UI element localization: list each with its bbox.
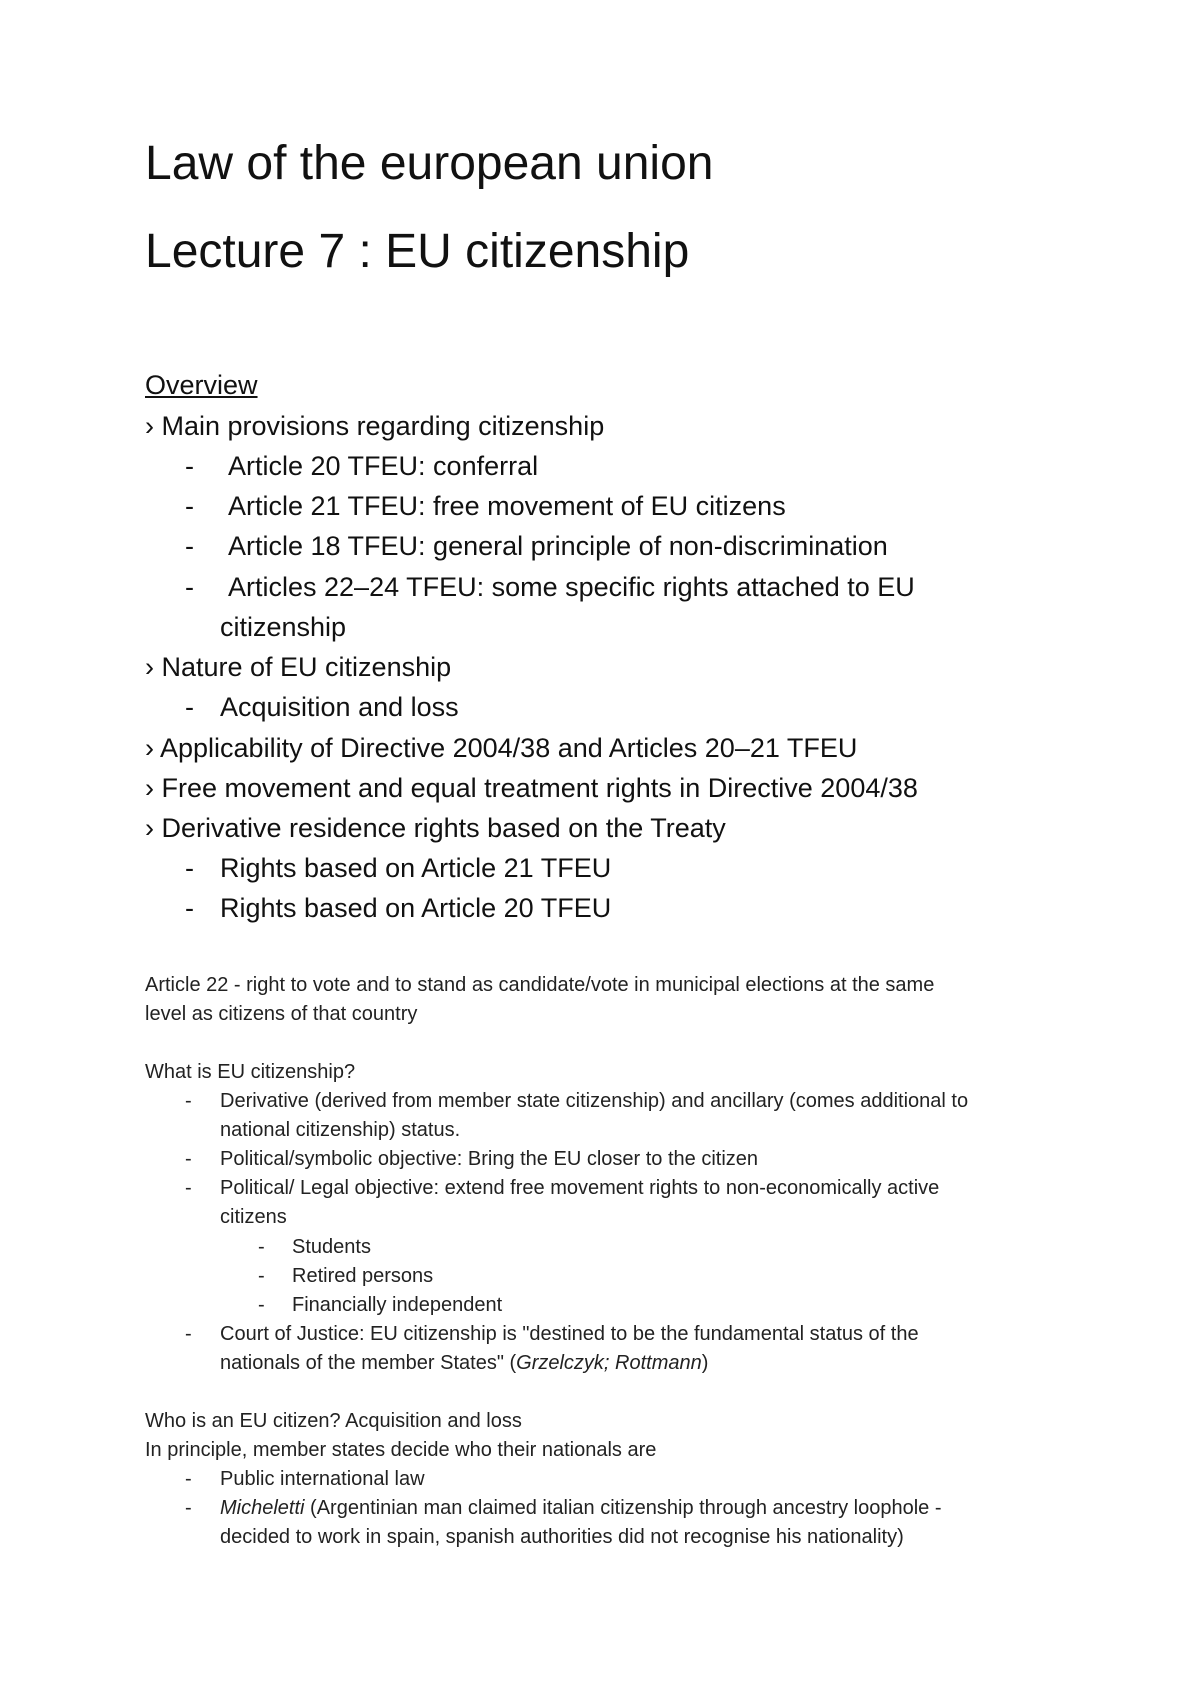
bullet-dash: - [185,572,194,602]
what-item: Political/ Legal objective: extend free movement rights to non-economically active [220,1177,940,1199]
what-subitem: Financially independent [292,1294,503,1316]
article22-note: Article 22 - right to vote and to stand as candidate/vote in municipal elections at the same [145,974,935,996]
case-name-micheletti: Micheletti [220,1497,305,1519]
bullet-dash: - [185,531,194,561]
bullet-dash: - [185,893,194,923]
bullet-dash: - [185,692,194,722]
who-item [220,1498,942,1518]
what-item-continued: citizens [220,1206,287,1228]
overview-subitem: Acquisition and loss [220,692,459,722]
bullet-dash: - [185,853,194,883]
what-heading: What is EU citizenship? [145,1061,356,1083]
what-subitem: Students [292,1236,371,1258]
overview-item: › Nature of EU citizenship [145,652,452,682]
who-heading: Who is an EU citizen? Acquisition and loss [145,1410,522,1432]
what-item: Political/symbolic objective: Bring the EU closer to the citizen [220,1148,759,1170]
bullet-dash: - [258,1265,265,1287]
bullet-dash: - [185,1090,192,1112]
overview-subitem: Articles 22–24 TFEU: some specific rights attached to EU [228,572,915,602]
overview-subitem: Rights based on Article 20 TFEU [220,893,612,923]
what-item: Court of Justice: EU citizenship is "destined to be the fundamental status of the [220,1323,919,1345]
bullet-dash: - [185,1323,192,1345]
document-title: Law of the european union [145,137,714,190]
bullet-dash: - [258,1294,265,1316]
overview-item: › Free movement and equal treatment rights in Directive 2004/38 [145,773,918,803]
what-item: Derivative (derived from member state citizenship) and ancillary (comes additional to [220,1090,969,1112]
bullet-dash: - [185,1177,192,1199]
what-item-continued: national citizenship) status. [220,1119,461,1141]
bullet-dash: - [185,1148,192,1170]
case-names: Grzelczyk; Rottmann [516,1352,702,1374]
bullet-dash: - [185,1497,192,1519]
overview-item: › Derivative residence rights based on the Treaty [145,813,726,843]
closing-paren: ) [701,1352,709,1374]
bullet-dash: - [185,1468,192,1490]
who-principle: In principle, member states decide who their nationals are [145,1439,657,1461]
quote-text: nationals of the member States" ( [220,1352,517,1374]
overview-subitem: Article 18 TFEU: general principle of non-discrimination [228,531,888,561]
overview-subitem-continued: citizenship [220,612,347,642]
bullet-dash: - [258,1236,265,1258]
case-description: (Argentinian man claimed italian citizenship through ancestry loophole - [304,1497,942,1519]
overview-subitem: Rights based on Article 21 TFEU [220,853,612,883]
overview-subitem: Article 20 TFEU: conferral [228,451,539,481]
overview-item: › Applicability of Directive 2004/38 and Articles 20–21 TFEU [145,733,858,763]
overview-heading: Overview [145,370,258,400]
overview-subitem: Article 21 TFEU: free movement of EU citizens [228,491,786,521]
article22-note-continued: level as citizens of that country [145,1003,418,1025]
overview-item: › Main provisions regarding citizenship [145,411,605,441]
what-subitem: Retired persons [292,1265,434,1287]
bullet-dash: - [185,451,194,481]
lecture-title: Lecture 7 : EU citizenship [145,225,690,278]
who-item-continued: decided to work in spain, spanish authorities did not recognise his nationality) [220,1526,904,1548]
who-item: Public international law [220,1468,425,1490]
what-item-continued [220,1353,708,1373]
bullet-dash: - [185,491,194,521]
